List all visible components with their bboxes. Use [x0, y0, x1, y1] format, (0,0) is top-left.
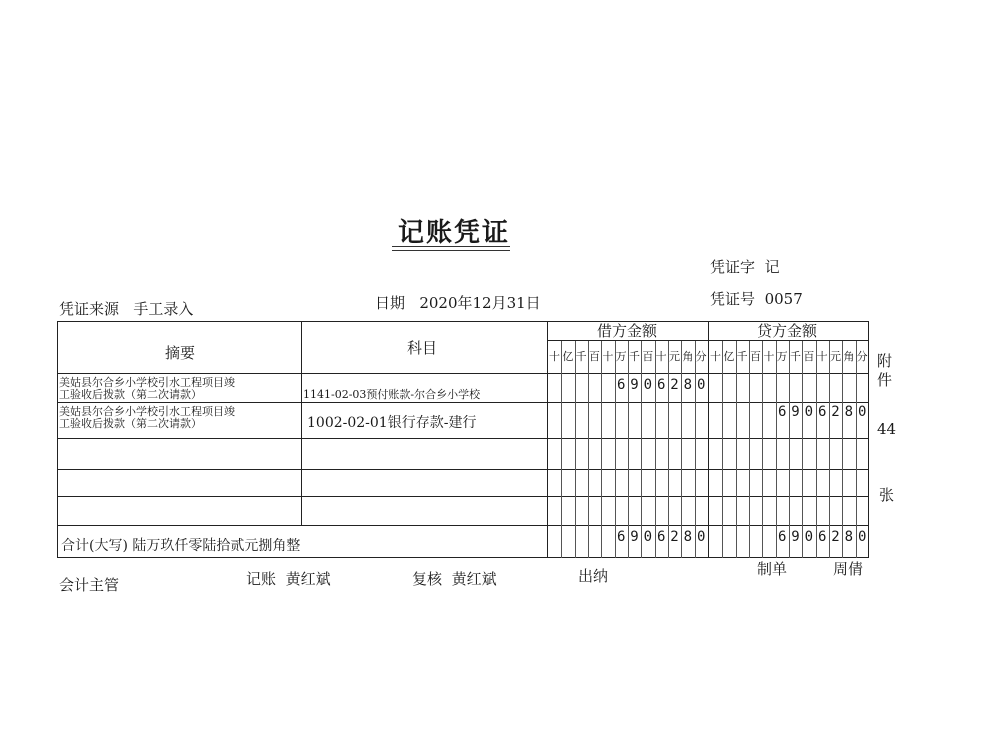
attachment-count: 44: [877, 420, 897, 438]
total-amount-in-words: 合计(大写) 陆万玖仟零陆拾贰元捌角整: [61, 538, 301, 554]
total-credit-digit: 8: [844, 529, 854, 545]
debit-unit-label: 元: [669, 350, 680, 363]
total-credit-digit: 0: [857, 529, 867, 545]
row1-summary-line2: 工验收后拨款（第二次请款）: [59, 388, 202, 401]
total-debit-digit: 6: [656, 529, 666, 545]
table-top-border: [57, 321, 869, 322]
credit-unit-label: 十: [816, 350, 828, 363]
row-divider-3: [57, 469, 869, 470]
row-divider-5: [57, 525, 869, 526]
credit-unit-label: 千: [736, 350, 748, 363]
total-credit-digit: 0: [804, 529, 814, 545]
reviewer-label: 复核: [412, 570, 443, 588]
credit-unit-label: 分: [856, 350, 868, 363]
credit-digit-column-line: [829, 341, 830, 558]
row1-debit-digit: 2: [670, 377, 679, 393]
voucher-table: [57, 315, 869, 558]
credit-unit-label: 千: [790, 350, 801, 363]
credit-unit-label: 百: [750, 350, 761, 363]
total-debit-digit: 0: [643, 529, 653, 545]
attachment-label-2: 件: [877, 371, 893, 389]
credit-unit-label: 百: [803, 350, 815, 363]
total-credit-digit: 2: [831, 529, 840, 545]
table-left-border: [57, 321, 58, 558]
row2-credit-digit: 8: [844, 404, 854, 420]
row1-debit-digit: 0: [696, 377, 706, 393]
date-label: 日期: [375, 294, 406, 312]
debit-unit-label: 分: [695, 350, 707, 363]
row2-credit-digit: 0: [804, 404, 814, 420]
source-label: 凭证来源: [59, 300, 120, 318]
total-debit-digit: 6: [616, 529, 626, 545]
row2-summary-line1: 美姑县尔合乡小学校引水工程项目竣: [59, 405, 235, 418]
debit-unit-label: 十: [549, 350, 560, 363]
credit-digit-column-line: [776, 341, 777, 558]
debit-unit-label: 十: [655, 350, 667, 363]
footer-supervisor: 会计主管: [59, 576, 120, 594]
credit-unit-label: 十: [710, 350, 721, 363]
footer-bookkeeper: [246, 568, 331, 589]
debit-digit-column-line: [628, 341, 629, 558]
attachment-unit: 张: [879, 486, 895, 504]
row-divider-1: [57, 402, 869, 403]
account-header: 科目: [407, 339, 438, 357]
voucher-word-label: 凭证字: [710, 258, 756, 276]
row2-account: 1002-02-01银行存款-建行: [307, 415, 477, 431]
voucher-number: [710, 288, 803, 309]
debit-unit-label: 角: [682, 350, 694, 363]
total-credit-digit: 6: [777, 529, 787, 545]
row2-summary-line2: 工验收后拨款（第二次请款）: [59, 417, 202, 430]
debit-digit-column-line: [575, 341, 576, 558]
debit-digit-column-line: [601, 341, 602, 558]
debit-unit-label: 百: [589, 350, 600, 363]
table-bottom-border: [57, 557, 869, 558]
bookkeeper-name: 黄红斌: [285, 570, 331, 588]
credit-digit-column-line: [842, 341, 843, 558]
voucher-date: [375, 292, 541, 313]
header-bottom-border: [57, 373, 869, 374]
debit-header-label: 借方金额: [597, 322, 658, 340]
debit-digit-column-line: [695, 341, 696, 558]
row1-summary: [59, 377, 235, 401]
debit-digit-column-line: [668, 341, 669, 558]
credit-unit-label: 亿: [723, 350, 735, 363]
total-credit-digit: 9: [791, 529, 800, 545]
debit-unit-label: 百: [642, 350, 654, 363]
row2-credit-digit: 2: [831, 404, 840, 420]
row-divider-2: [57, 438, 869, 439]
debit-unit-label: 千: [575, 350, 587, 363]
credit-digit-column-line: [856, 341, 857, 558]
credit-digit-column-line: [736, 341, 737, 558]
total-debit-digit: 9: [630, 529, 639, 545]
credit-digit-column-line: [802, 341, 803, 558]
voucher-no-label: 凭证号: [710, 290, 756, 308]
row1-summary-line1: 美姑县尔合乡小学校引水工程项目竣: [59, 376, 235, 389]
footer-maker-name: 周倩: [833, 560, 864, 578]
debit-digit-column-line: [561, 341, 562, 558]
credit-digit-column-line: [722, 341, 723, 558]
credit-header: [757, 320, 817, 341]
credit-unit-label: 十: [763, 350, 775, 363]
voucher-word: [710, 256, 780, 277]
row1-debit-digit: 6: [616, 377, 626, 393]
row1-debit-digit: 9: [630, 377, 639, 393]
total-debit-digit: 0: [696, 529, 706, 545]
date-value: 2020年12月31日: [419, 294, 541, 312]
total-debit-digit: 2: [670, 529, 679, 545]
summary-header: 摘要: [165, 344, 196, 362]
credit-digit-column-line: [816, 341, 817, 558]
row1-debit-digit: 8: [683, 377, 693, 393]
total-debit-digit: 8: [683, 529, 693, 545]
debit-unit-label: 十: [602, 350, 614, 363]
debit-digit-column-line: [588, 341, 589, 558]
debit-unit-label: 万: [615, 350, 627, 363]
debit-unit-label: 千: [629, 350, 640, 363]
credit-digit-column-line: [762, 341, 763, 558]
footer-reviewer: [412, 568, 497, 589]
total-credit-digit: 6: [817, 529, 827, 545]
reviewer-name: 黄红斌: [451, 570, 497, 588]
footer-cashier: 出纳: [578, 567, 609, 585]
debit-digit-column-line: [615, 341, 616, 558]
credit-unit-label: 万: [776, 350, 788, 363]
row-divider-4: [57, 496, 869, 497]
attachment-label-1: 附: [877, 352, 893, 370]
source-value: 手工录入: [133, 300, 194, 318]
credit-digit-column-line: [749, 341, 750, 558]
row2-credit-digit: 9: [791, 404, 800, 420]
voucher-title: 记账凭证: [398, 218, 511, 248]
footer-maker-label: 制单: [757, 560, 788, 578]
voucher-no-value: 0057: [764, 290, 803, 308]
summary-account-divider: [301, 321, 302, 525]
debit-digit-column-line: [641, 341, 642, 558]
credit-unit-label: 元: [830, 350, 841, 363]
debit-unit-label: 亿: [562, 350, 574, 363]
credit-unit-label: 角: [843, 350, 855, 363]
credit-digit-column-line: [789, 341, 790, 558]
title-underline-second: [392, 250, 510, 251]
debit-digit-column-line: [681, 341, 682, 558]
title-underline: [392, 246, 510, 247]
row2-credit-digit: 0: [857, 404, 867, 420]
bookkeeper-label: 记账: [246, 570, 277, 588]
debit-digit-column-line: [655, 341, 656, 558]
row2-credit-digit: 6: [817, 404, 827, 420]
row1-account: 1141-02-03预付账款-尔合乡小学校: [303, 388, 481, 401]
row1-debit-digit: 0: [643, 377, 653, 393]
row2-summary: [59, 406, 235, 430]
row2-credit-digit: 6: [777, 404, 787, 420]
row1-debit-digit: 6: [656, 377, 666, 393]
debit-header: [597, 320, 657, 341]
credit-header-label: 贷方金额: [757, 322, 818, 340]
voucher-word-value: 记: [764, 258, 780, 276]
